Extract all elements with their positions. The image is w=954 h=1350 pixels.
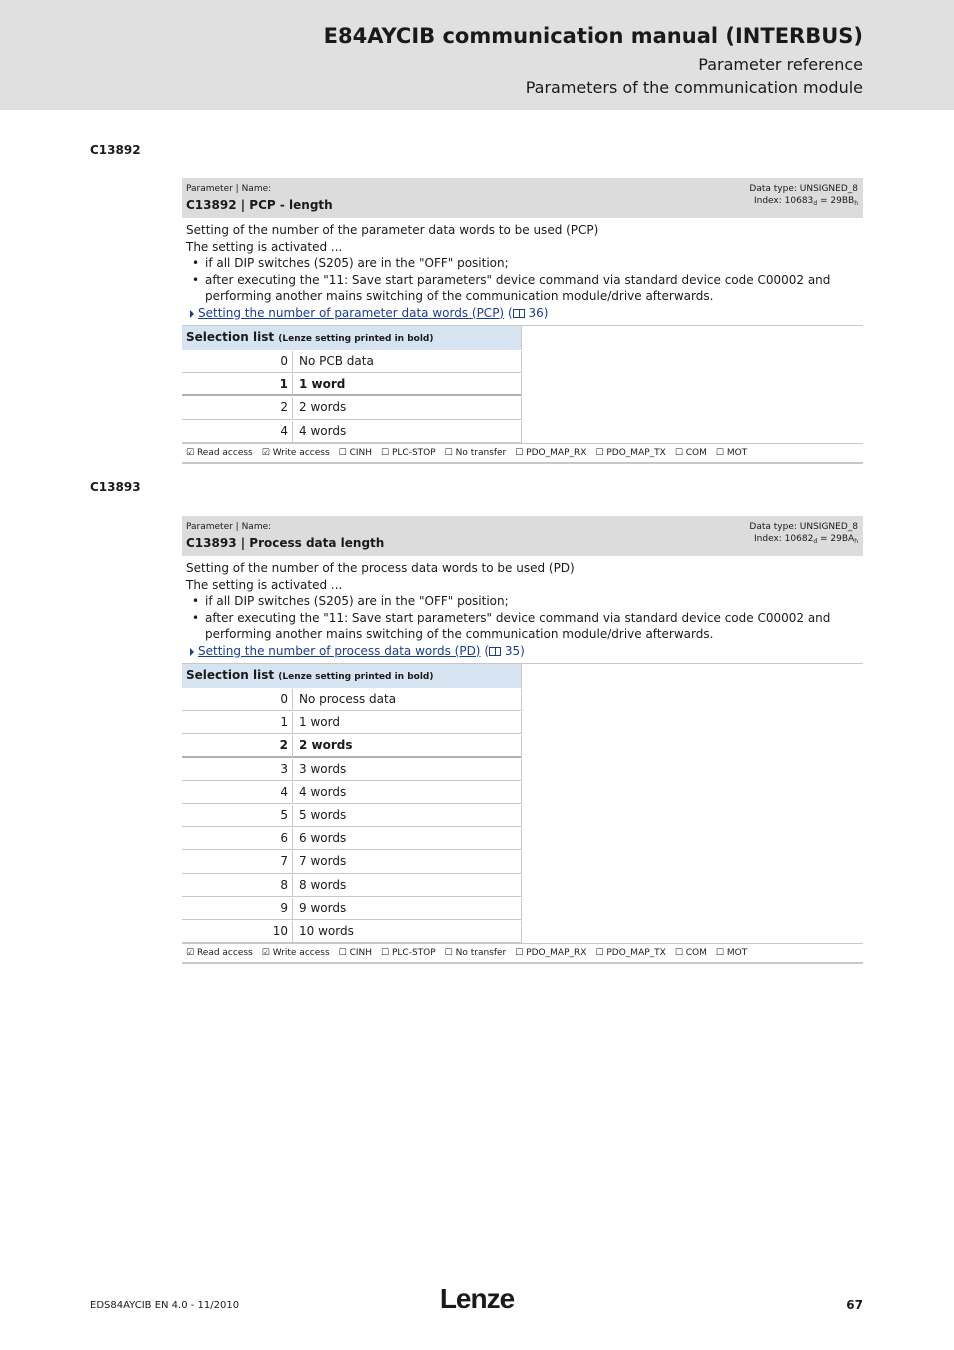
- option-value: 9: [182, 898, 293, 920]
- access-flag: [515, 948, 586, 958]
- selection-option: [182, 897, 522, 920]
- selection-option: [182, 850, 522, 873]
- access-flag: [381, 948, 436, 958]
- option-value: 3: [182, 759, 293, 781]
- parameter-block-c13892: [182, 178, 863, 464]
- parameter-block-c13893: [182, 516, 863, 964]
- access-flag-label: CINH: [349, 447, 373, 458]
- access-flag: [716, 448, 747, 458]
- option-value: 1: [182, 712, 293, 734]
- section-title: Parameters of the communication module: [525, 78, 863, 97]
- index: Index: $10682_d = 29BA_h$: [754, 534, 858, 545]
- checked-box-icon: ☑: [186, 948, 197, 959]
- access-flag: [339, 448, 372, 458]
- parameter-name: C13892 | PCP - length: [186, 198, 333, 212]
- page-ref[interactable]: 36): [524, 305, 549, 320]
- option-value: 2: [182, 735, 293, 757]
- unchecked-box-icon: ☐: [515, 948, 527, 959]
- unchecked-box-icon: ☐: [381, 447, 392, 458]
- option-value: 10: [182, 921, 293, 943]
- option-value: 2: [182, 397, 293, 419]
- option-value: 6: [182, 828, 293, 850]
- access-flag: [675, 448, 707, 458]
- unchecked-box-icon: ☐: [444, 948, 456, 959]
- access-flag-label: PLC-STOP: [391, 948, 436, 959]
- desc-line: Setting of the number of the parameter data words to be used (PCP): [186, 223, 599, 237]
- option-value: 1: [182, 374, 293, 396]
- parameter-description: [182, 218, 863, 326]
- option-value: 4: [182, 421, 293, 443]
- option-value: 0: [182, 689, 293, 711]
- access-flag-label: Write access: [272, 948, 330, 959]
- option-label: No process data: [293, 689, 522, 711]
- option-value: 8: [182, 875, 293, 897]
- option-label: 9 words: [293, 898, 522, 920]
- selection-option: [182, 781, 522, 804]
- access-flag: [186, 448, 253, 458]
- logo-text: Lenze: [439, 1284, 515, 1314]
- selection-list: [182, 326, 522, 443]
- unchecked-box-icon: ☐: [381, 948, 392, 959]
- selection-option: [182, 396, 522, 419]
- access-flag: [515, 448, 586, 458]
- selection-option: [182, 734, 522, 757]
- access-flag: [262, 948, 330, 958]
- bullet-item: • after executing the "11: Save start parameters" device command via standard device code C00002 and performing another mains switching of the communication module/drive afterwards.: [186, 610, 859, 643]
- access-flag-label: COM: [685, 447, 707, 458]
- option-label: 4 words: [293, 421, 522, 443]
- option-value: 0: [182, 351, 293, 373]
- access-flag-label: No transfer: [455, 948, 507, 959]
- selection-option: [182, 711, 522, 734]
- access-flag: [381, 448, 436, 458]
- access-flag: [339, 948, 372, 958]
- page-ref[interactable]: 35): [501, 643, 525, 658]
- option-label: 10 words: [293, 921, 522, 943]
- option-label: 7 words: [293, 851, 522, 873]
- access-flag-label: PLC-STOP: [391, 447, 436, 458]
- access-flag-label: PDO_MAP_TX: [606, 948, 666, 959]
- access-flag: [716, 948, 747, 958]
- parameter-header: [182, 516, 863, 556]
- access-flag: [445, 948, 507, 958]
- option-label: 1 word: [293, 374, 522, 396]
- access-flag: [262, 448, 330, 458]
- unchecked-box-icon: ☐: [444, 447, 456, 458]
- selection-option: [182, 827, 522, 850]
- access-flag-label: CINH: [349, 948, 373, 959]
- access-flag-label: PDO_MAP_RX: [526, 948, 587, 959]
- selection-option: [182, 804, 522, 827]
- unchecked-box-icon: ☐: [715, 447, 727, 458]
- unchecked-box-icon: ☐: [338, 447, 350, 458]
- option-label: 6 words: [293, 828, 522, 850]
- data-type: Data type: UNSIGNED_8: [749, 184, 858, 194]
- option-label: 4 words: [293, 782, 522, 804]
- lenze-logo: [437, 1284, 517, 1314]
- option-label: 2 words: [293, 735, 522, 757]
- chapter-title: Parameter reference: [698, 55, 863, 74]
- access-flags: [182, 443, 863, 464]
- desc-line: The setting is activated ...: [186, 239, 343, 254]
- checked-box-icon: ☑: [261, 447, 273, 458]
- name-label: Parameter | Name:: [186, 522, 272, 532]
- book-icon: [489, 647, 501, 656]
- access-flag: [445, 448, 507, 458]
- arrow-right-icon: [190, 648, 194, 656]
- manual-title: E84AYCIB communication manual (INTERBUS): [323, 24, 863, 48]
- param-code-heading: C13893: [90, 480, 141, 494]
- selection-list-header: Selection list (Lenze setting printed in bold): [182, 326, 522, 350]
- unchecked-box-icon: ☐: [515, 447, 527, 458]
- option-value: 5: [182, 805, 293, 827]
- unchecked-box-icon: ☐: [674, 447, 686, 458]
- bullet-item: • if all DIP switches (S205) are in the "OFF" position;: [186, 255, 859, 272]
- index: Index: $10683_d = 29BB_h$: [753, 196, 858, 207]
- option-label: 2 words: [293, 397, 522, 419]
- book-icon: [513, 309, 525, 318]
- parameter-name: C13893 | Process data length: [186, 536, 385, 550]
- desc-line: The setting is activated ...: [186, 577, 343, 592]
- unchecked-box-icon: ☐: [338, 948, 350, 959]
- selection-option: [182, 350, 522, 373]
- unchecked-box-icon: ☐: [715, 948, 727, 959]
- parameter-description: [182, 556, 863, 664]
- parameter-header: [182, 178, 863, 218]
- option-value: 4: [182, 782, 293, 804]
- checked-box-icon: ☑: [186, 447, 197, 458]
- access-flag-label: MOT: [726, 948, 748, 959]
- selection-option: [182, 758, 522, 781]
- option-value: 7: [182, 851, 293, 873]
- access-flag-label: COM: [685, 948, 707, 959]
- cross-reference: Setting the number of parameter data words (PCP) ( 36): [186, 305, 859, 322]
- selection-option: [182, 373, 522, 396]
- document-id: EDS84AYCIB EN 4.0 - 11/2010: [90, 1300, 240, 1311]
- data-type: Data type: UNSIGNED_8: [749, 522, 858, 532]
- access-flag-label: MOT: [726, 447, 748, 458]
- access-flag: [595, 948, 665, 958]
- access-flag-label: PDO_MAP_TX: [606, 447, 666, 458]
- selection-option: [182, 688, 522, 711]
- cross-reference-link[interactable]: Setting the number of parameter data words (PCP): [198, 305, 505, 320]
- bullet-item: • if all DIP switches (S205) are in the "OFF" position;: [186, 593, 859, 610]
- option-label: 3 words: [293, 759, 522, 781]
- access-flag: [595, 448, 665, 458]
- selection-option: [182, 874, 522, 897]
- access-flag: [675, 948, 707, 958]
- option-label: 8 words: [293, 875, 522, 897]
- unchecked-box-icon: ☐: [674, 948, 686, 959]
- selection-option: [182, 920, 522, 943]
- option-label: No PCB data: [293, 351, 522, 373]
- unchecked-box-icon: ☐: [595, 447, 607, 458]
- access-flag: [186, 948, 253, 958]
- selection-list: [182, 664, 522, 943]
- page-header: [0, 0, 954, 110]
- cross-reference: Setting the number of process data words (PD) ( 35): [186, 643, 859, 660]
- page-number: 67: [846, 1298, 863, 1312]
- bullet-item: • after executing the "11: Save start parameters" device command via standard device code C00002 and performing another mains switching of the communication module/drive afterwards.: [186, 272, 859, 305]
- access-flags: [182, 943, 863, 964]
- option-label: 1 word: [293, 712, 522, 734]
- access-flag-label: Read access: [196, 948, 253, 959]
- name-label: Parameter | Name:: [186, 184, 272, 194]
- desc-line: Setting of the number of the process data words to be used (PD): [186, 561, 575, 575]
- selection-option: [182, 420, 522, 443]
- access-flag-label: Write access: [272, 447, 330, 458]
- checked-box-icon: ☑: [261, 948, 273, 959]
- selection-list-header: Selection list (Lenze setting printed in bold): [182, 664, 522, 688]
- access-flag-label: No transfer: [455, 447, 507, 458]
- option-label: 5 words: [293, 805, 522, 827]
- access-flag-label: Read access: [196, 447, 253, 458]
- param-code-heading: C13892: [90, 143, 141, 157]
- access-flag-label: PDO_MAP_RX: [526, 447, 587, 458]
- unchecked-box-icon: ☐: [595, 948, 607, 959]
- arrow-right-icon: [190, 310, 194, 318]
- cross-reference-link[interactable]: Setting the number of process data words (PD): [198, 643, 481, 658]
